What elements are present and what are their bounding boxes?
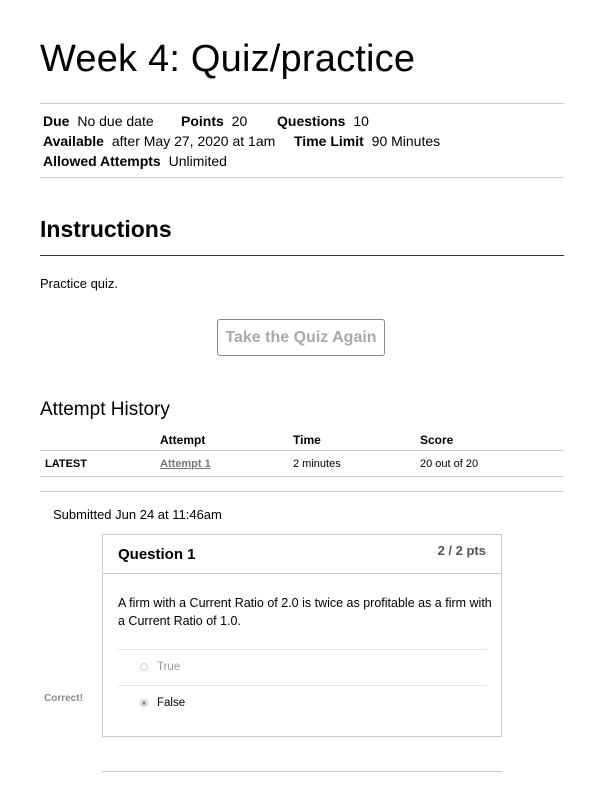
question-header xyxy=(103,535,501,574)
question-text: A firm with a Current Ratio of 2.0 is twice as profitable as a firm with a Current Ratio of 1.0. xyxy=(118,596,492,628)
column-header-score: Score xyxy=(420,433,454,447)
details-top-divider xyxy=(40,103,564,104)
next-question-divider xyxy=(102,771,502,772)
page-title: Week 4: Quiz/practice xyxy=(40,38,416,80)
points-detail xyxy=(181,113,247,129)
question-title: Question 1 xyxy=(118,546,196,563)
column-header-time: Time xyxy=(293,433,321,447)
radio-icon xyxy=(140,663,148,671)
attempt-time: 2 minutes xyxy=(293,458,341,470)
submitted-timestamp: Submitted Jun 24 at 11:46am xyxy=(53,507,222,522)
correct-answer-flag: Correct! xyxy=(44,693,83,704)
answer-option-true xyxy=(140,661,180,673)
instructions-divider xyxy=(40,255,564,256)
instructions-heading: Instructions xyxy=(40,216,172,242)
time-limit-detail xyxy=(294,133,440,149)
table-header-divider xyxy=(40,450,564,451)
table-row-divider xyxy=(40,476,564,477)
details-bottom-divider xyxy=(40,177,564,178)
questions-detail xyxy=(277,113,369,129)
answer-label: False xyxy=(157,697,186,709)
attempt-link[interactable]: Attempt 1 xyxy=(160,458,211,470)
answer-option-false xyxy=(140,697,185,709)
time-limit-value: 90 Minutes xyxy=(371,133,441,149)
answer-divider xyxy=(118,685,487,686)
allowed-attempts-detail xyxy=(43,153,227,169)
questions-value: 10 xyxy=(353,113,369,129)
submission-divider xyxy=(40,491,564,492)
answer-label: True xyxy=(157,661,181,673)
points-value: 20 xyxy=(231,113,248,129)
due-label: Due xyxy=(43,113,70,129)
column-header-attempt: Attempt xyxy=(160,433,206,447)
take-quiz-again-button[interactable]: Take the Quiz Again xyxy=(217,319,385,356)
question-card xyxy=(102,534,502,737)
available-value: after May 27, 2020 at 1am xyxy=(111,133,276,149)
radio-selected-icon xyxy=(140,699,148,707)
allowed-attempts-value: Unlimited xyxy=(168,153,227,169)
due-detail xyxy=(43,113,154,129)
answer-divider xyxy=(118,649,487,650)
instructions-text: Practice quiz. xyxy=(40,276,119,291)
attempt-score: 20 out of 20 xyxy=(420,458,479,470)
attempt-history-heading: Attempt History xyxy=(40,399,170,420)
question-points: 2 / 2 pts xyxy=(437,543,486,558)
available-label: Available xyxy=(43,133,104,149)
points-label: Points xyxy=(181,113,224,129)
latest-tag: LATEST xyxy=(45,458,87,470)
available-detail xyxy=(43,133,275,149)
time-limit-label: Time Limit xyxy=(294,133,364,149)
due-value: No due date xyxy=(77,113,154,129)
allowed-attempts-label: Allowed Attempts xyxy=(43,153,161,169)
questions-label: Questions xyxy=(277,113,346,129)
